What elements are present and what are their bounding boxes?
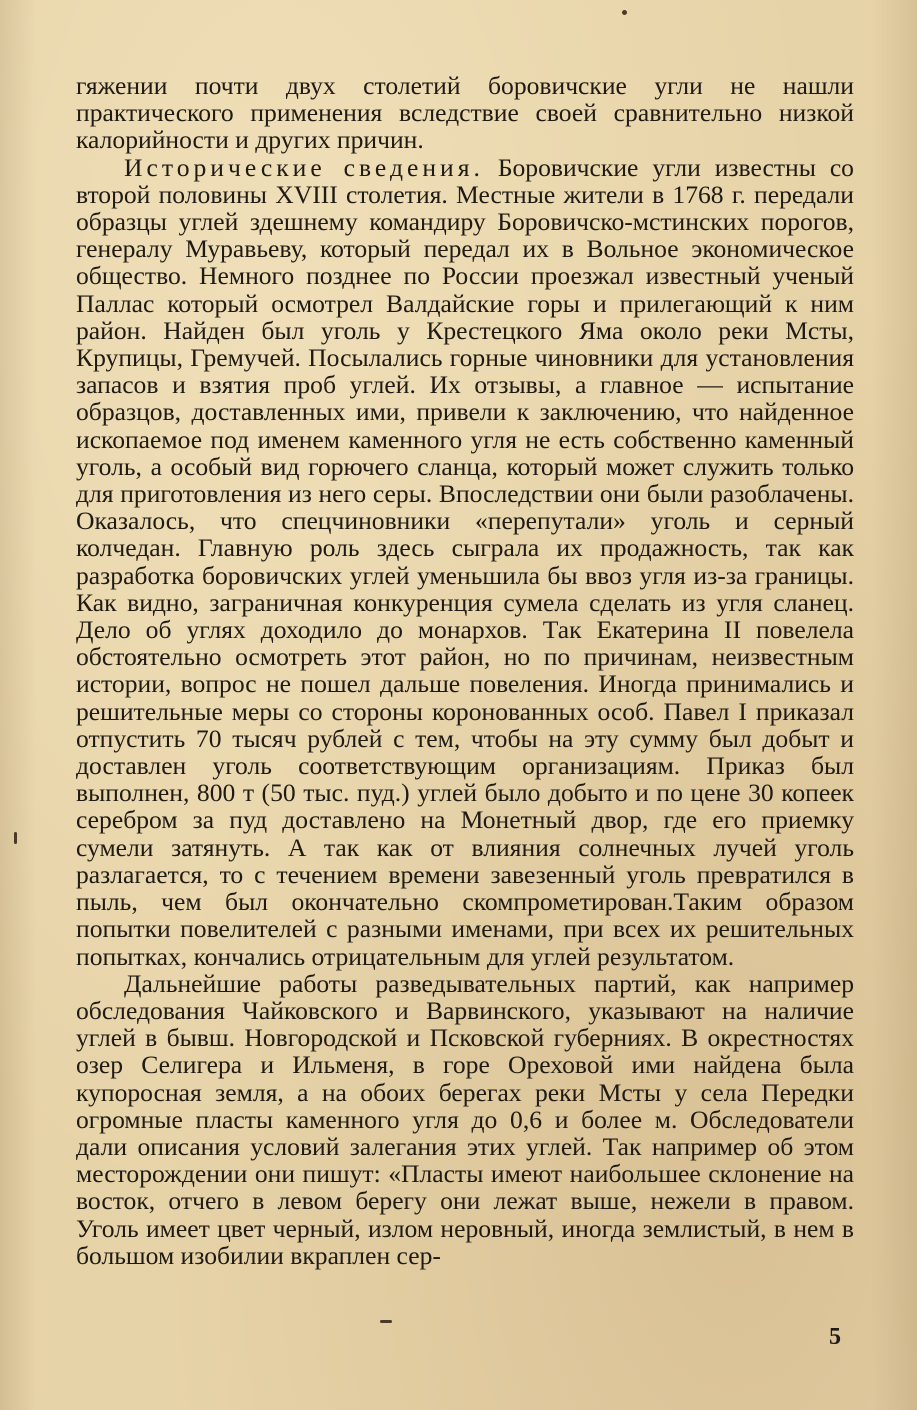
page-number: 5 [829,1324,841,1350]
section-lead-in: Исторические сведения. [124,152,484,182]
paper-speck [622,10,627,15]
paper-speck [380,1320,392,1323]
paper-speck [14,832,17,844]
paragraph [76,154,854,970]
paragraph: гяжении почти двух столетий боровичские угли не нашли практического применения вследствие своей сравнительно низкой калорийности и других причин. [76,71,854,155]
paragraph: Дальнейшие работы разведывательных партий, как например обследования Чайковского и Варвинского, указывают на наличие углей в бывш. Новгородской и Псковской губерниях. В окрестностях озер Селигера и Ильменя, в горе Ореховой ими найдена была купоросная земля, а на обоих берегах реки Мсты у села Передки огромные пласты каменного угля до 0,6 и более м. Обследователи дали описания условий залегания этих углей. Так например об этом месторождении они пишут: «Пласты имеют наибольшее склонение на восток, отчего в левом берегу они лежат выше, нежели в правом. Уголь имеет цвет черный, излом неровный, иногда землистый, в нем в большом изобилии вкраплен сер- [76,968,854,1270]
body-text [76,72,854,1269]
paragraph-body: Боровичские угли известны со второй половины XVIII столетия. Местные жители в 1768 г. передали образцы углей здешнему командиру Боровичско-мстинских порогов, генералу Муравьеву, который передал их в Вольное экономическое общество. Немного позднее по России проезжал известный ученый Паллас который осмотрел Валдайские горы и прилегающий к ним район. Найден был уголь у Крестецкого Яма около реки Мсты, Крупицы, Гремучей. Посылались горные чиновники для установления запасов и взятия проб углей. Их отзывы, а главное — испытание образцов, доставленных ими, привели к заключению, что найденное ископаемое под именем каменного угля не есть собственно каменный уголь, а особый вид горючего сланца, который может служить только для приготовления из него серы. Впоследствии они были разоблачены. Оказалось, что спецчиновники «перепутали» уголь и серный колчедан. Главную роль здесь сыграла их продажность, так как разработка боровичских углей уменьшила бы ввоз угля из-за границы. Как видно, заграничная конкуренция сумела сделать из угля сланец. Дело об углях доходило до монархов. Так Екатерина II повелела обстоятельно осмотреть этот район, но по причинам, неизвестным истории, вопрос не пошел дальше повеления. Иногда принимались и решительные меры со стороны коронованных особ. Павел I приказал отпустить 70 тысяч рублей с тем, чтобы на эту сумму был добыт и доставлен уголь соответствующим организациям. Приказ был выполнен, 800 т (50 тыс. пуд.) углей было добыто и по цене 30 копеек серебром за пуд доставлено на Монетный двор, где его приемку сумели затянуть. А так как от влияния солнечных лучей уголь разлагается, то с течением времени завезенный уголь превратился в пыль, чем был окончательно скомпрометирован.Таким образом попытки повелителей с разными именами, при всех их решительных попытках, кончались отрицательным для углей результатом. [76,152,854,971]
